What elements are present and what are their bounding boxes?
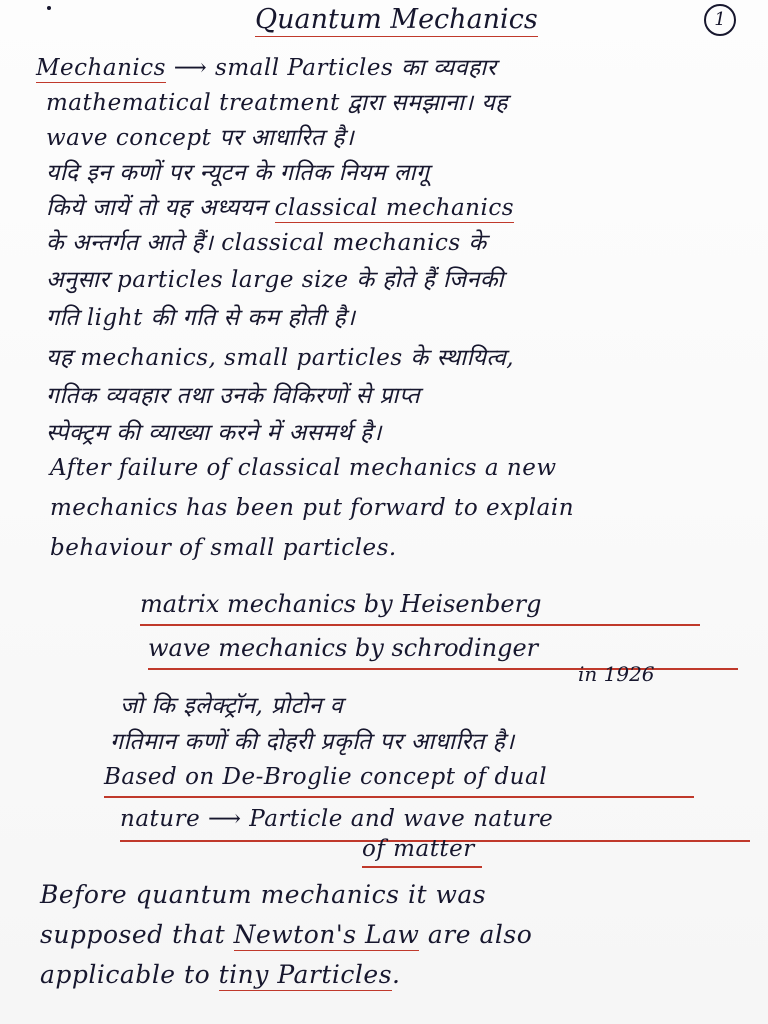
underline [140,624,700,626]
note-line-3 [46,120,354,152]
note-text: wave concept पर आधारित है। [46,125,355,151]
note-line-21 [40,920,532,949]
note-line-18: nature ⟶ Particle and wave nature [120,806,554,832]
note-line-7 [46,262,504,294]
note-text: किये जायें तो यह अध्ययन [46,195,275,221]
note-line-22 [40,960,401,989]
note-line-8 [46,300,355,332]
note-text: Before quantum mechanics it was [40,880,487,909]
note-line-20 [40,880,486,909]
method-matrix-mechanics: matrix mechanics by Heisenberg [140,590,542,618]
note-line-19: of matter [362,836,475,862]
note-line-4 [46,155,429,187]
note-line-1 [36,50,497,82]
term-mechanics: Mechanics [36,55,166,81]
note-line-13 [50,495,574,521]
note-text: mathematical treatment द्वारा समझाना। यह [46,90,508,116]
underline [362,866,482,868]
note-text: के अन्तर्गत आते हैं। classical mechanics के [46,230,487,256]
note-text: स्पेक्ट्रम की व्याख्या करने में असमर्थ है। [46,420,382,446]
note-text: यह mechanics, small particles के स्थायित्व, [46,345,515,371]
note-line-11 [46,415,382,447]
note-line-2 [46,85,508,117]
note-line-5 [46,190,514,222]
method-wave-mechanics: wave mechanics by schrodinger [148,634,539,662]
note-text: . [392,960,401,989]
year-note: in 1926 [578,662,655,686]
note-line-16: गतिमान कणों की दोहरी प्रकृति पर आधारित है। [110,729,515,755]
note-line-9 [46,340,514,372]
page-number: 1 [704,4,736,36]
note-line-15: जो कि इलेक्ट्रॉन, प्रोटोन व [120,693,344,719]
term-tiny-particles: tiny Particles [218,960,393,989]
ink-dot [47,6,51,10]
page-title: Quantum Mechanics [255,4,538,35]
note-line-17: Based on De-Broglie concept of dual [104,764,548,790]
note-text: गति light की गति से कम होती है। [46,305,356,331]
note-text: mechanics has been put forward to explain [50,495,575,521]
note-text: अनुसार particles large size के होते हैं जिनकी [46,267,504,293]
note-text: supposed that [40,920,234,949]
note-text: यदि इन कणों पर न्यूटन के गतिक नियम लागू [46,160,430,186]
term-newtons-law: Newton's Law [233,920,420,949]
note-text: After failure of classical mechanics a new [50,455,557,481]
note-text: are also [419,920,533,949]
note-text: applicable to [40,960,219,989]
underline [104,796,694,798]
note-text: ⟶ small Particles का व्यवहार [165,55,497,81]
note-line-10 [46,378,420,410]
note-line-14 [50,535,397,561]
note-line-12 [50,455,557,481]
term-classical-mechanics: classical mechanics [274,195,515,221]
note-text: गतिक व्यवहार तथा उनके विकिरणों से प्राप्त [46,383,421,409]
note-line-6 [46,225,487,257]
note-text: behaviour of small particles. [50,535,397,561]
